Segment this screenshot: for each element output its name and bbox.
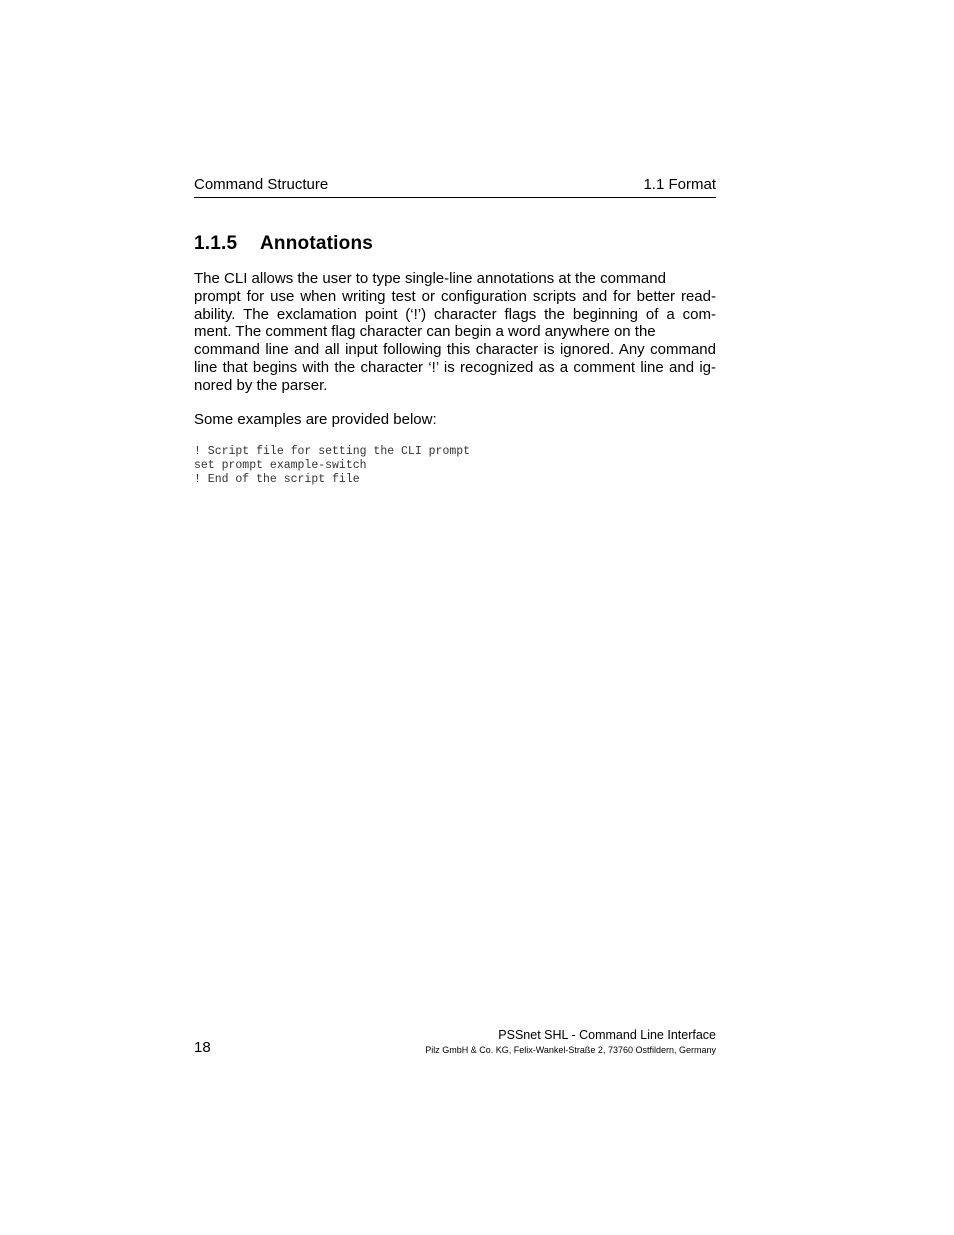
body-line: nored by the parser. [194, 376, 328, 394]
body-line: The CLI allows the user to type single-line annotations at the command [194, 270, 666, 287]
section-title: Annotations [260, 233, 374, 254]
code-line: ! Script file for setting the CLI prompt [194, 445, 471, 458]
header-section: 1.1 Format [643, 176, 716, 193]
body-line: ability. The exclamation point (‘!’) character flags the beginning of a com- [194, 305, 716, 323]
body-line: command line and all input following this character is ignored. Any command [194, 341, 716, 359]
page-number: 18 [194, 1039, 211, 1056]
section-heading [194, 233, 373, 255]
code-example [194, 445, 470, 487]
section-number: 1.1.5 [194, 233, 238, 254]
body-line: prompt for use when writing test or configuration scripts and for better read- [194, 287, 716, 305]
footer-product: PSSnet SHL - Command Line Interface [498, 1028, 716, 1042]
page-header [194, 175, 716, 198]
body-line: ment. The comment flag character can begin a word anywhere on the [194, 323, 656, 341]
code-line: set prompt example-switch [194, 459, 367, 472]
body-paragraph [194, 270, 716, 395]
footer-company: Pilz GmbH & Co. KG, Felix-Wankel-Straße 2, 73760 Ostfildern, Germany [425, 1045, 716, 1055]
code-line: ! End of the script file [194, 473, 360, 486]
header-chapter: Command Structure [194, 176, 329, 193]
examples-intro: Some examples are provided below: [194, 411, 437, 428]
body-line: line that begins with the character ‘!’ is recognized as a comment line and ig- [194, 358, 716, 376]
page-footer [425, 1028, 716, 1056]
